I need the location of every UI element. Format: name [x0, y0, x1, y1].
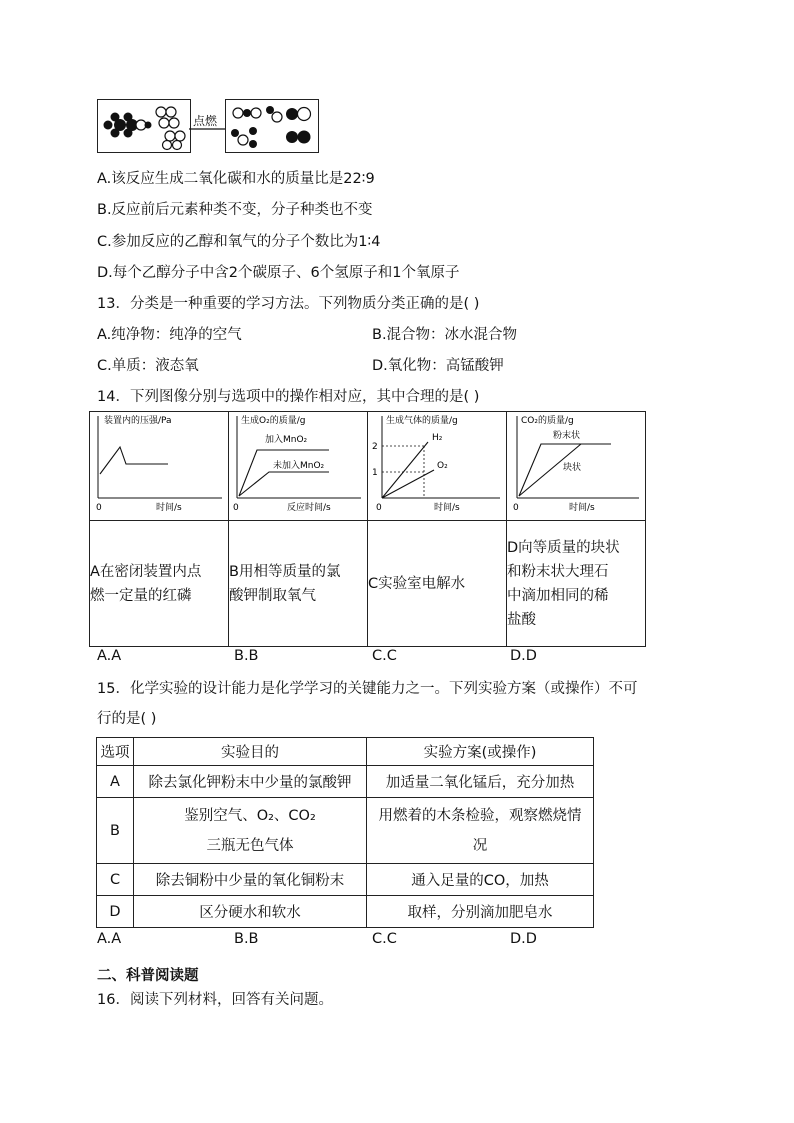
q12-option-b: B.反应前后元素种类不变，分子种类也不变 — [97, 202, 373, 218]
graph-a-plot — [90, 412, 228, 520]
desc-a-line-1: A在密闭装置内点 — [90, 563, 202, 580]
q14-answer-c: C.C — [372, 648, 397, 664]
row-c-option: C — [97, 864, 134, 896]
graph-c-tick-2: 2 — [372, 442, 378, 452]
graph-a-ylabel: 装置内的压强/Pa — [104, 416, 172, 426]
q14-stem: 14．下列图像分别与选项中的操作相对应，其中合理的是( ) — [97, 389, 480, 405]
graph-a-xlabel: 时间/s — [156, 503, 182, 513]
row-b-goal-line-2: 三瓶无色气体 — [206, 837, 294, 854]
graph-c-ylabel: 生成气体的质量/g — [386, 416, 458, 426]
row-b-plan-line-1: 用燃着的木条检验，观察燃烧情 — [378, 807, 582, 824]
q12-option-d: D.每个乙醇分子中含2个碳原子、6个氢原子和1个氧原子 — [97, 265, 460, 281]
q14-graph-table — [89, 411, 646, 647]
q12-option-a: A.该反应生成二氧化碳和水的质量比是22∶9 — [97, 171, 375, 187]
row-a-plan: 加适量二氧化锰后，充分加热 — [367, 766, 594, 798]
graph-d-curve1-label: 粉末状 — [553, 431, 581, 441]
q14-answer-b: B.B — [234, 648, 259, 664]
graph-c-origin: 0 — [376, 503, 382, 513]
desc-d-line-2: 和粉末状大理石 — [507, 563, 609, 580]
q15-answer-b: B.B — [234, 931, 259, 947]
row-b-goal — [134, 798, 367, 864]
graph-b-ylabel: 生成O₂的质量/g — [241, 416, 306, 426]
product-molecules-diagram — [226, 100, 318, 152]
q14-answer-d: D.D — [510, 648, 537, 664]
desc-d-line-3: 中滴加相同的稀 — [507, 587, 609, 604]
graph-c-xlabel: 时间/s — [434, 503, 460, 513]
products-box — [225, 99, 319, 153]
header-goal: 实验目的 — [134, 738, 367, 766]
desc-c-line-1: C实验室电解水 — [368, 575, 466, 592]
graph-b-curve2-label: 未加入MnO₂ — [273, 461, 325, 471]
desc-a-line-2: 燃一定量的红磷 — [90, 587, 192, 604]
row-b-plan-line-2: 况 — [472, 837, 488, 854]
q13-stem: 13．分类是一种重要的学习方法。下列物质分类正确的是( ) — [97, 296, 480, 312]
graph-d-plot — [507, 412, 645, 520]
desc-d-line-4: 盐酸 — [507, 611, 536, 628]
graph-c-curve1-label: H₂ — [432, 433, 443, 443]
row-b-goal-line-1: 鉴别空气、O₂、CO₂ — [184, 807, 316, 824]
graph-b-plot — [229, 412, 367, 520]
desc-b-line-1: B用相等质量的氯 — [229, 563, 341, 580]
graph-a-origin: 0 — [96, 503, 102, 513]
graph-a — [90, 412, 228, 520]
row-a-goal: 除去氯化钾粉末中少量的氯酸钾 — [134, 766, 367, 798]
graph-d-ylabel: CO₂的质量/g — [521, 416, 574, 426]
row-d-plan: 取样，分别滴加肥皂水 — [367, 896, 594, 928]
graph-c-tick-1: 1 — [372, 468, 378, 478]
graph-c-description — [368, 521, 507, 647]
header-plan: 实验方案(或操作) — [367, 738, 594, 766]
graph-d-xlabel: 时间/s — [569, 503, 595, 513]
row-d-option: D — [97, 896, 134, 928]
graph-b-origin: 0 — [233, 503, 239, 513]
reactant-molecules-diagram — [98, 100, 190, 152]
q15-stem-line-1: 15．化学实验的设计能力是化学学习的关键能力之一。下列实验方案（或操作）不可 — [97, 681, 638, 697]
graph-b-curve1-label: 加入MnO₂ — [265, 435, 308, 445]
header-option: 选项 — [97, 738, 134, 766]
desc-d-line-1: D向等质量的块状 — [507, 539, 620, 556]
q15-stem-line-2: 行的是( ) — [97, 711, 157, 727]
q16-stem: 16．阅读下列材料，回答有关问题。 — [97, 992, 333, 1008]
row-b-plan — [367, 798, 594, 864]
graph-a-description — [90, 521, 229, 647]
graph-d — [507, 412, 645, 520]
graph-b-xlabel: 反应时间/s — [287, 503, 331, 513]
row-c-plan: 通入足量的CO，加热 — [367, 864, 594, 896]
graph-d-origin: 0 — [513, 503, 519, 513]
q13-option-b: B.混合物：冰水混合物 — [372, 327, 518, 343]
graph-b-description — [229, 521, 368, 647]
row-d-goal: 区分硬水和软水 — [134, 896, 367, 928]
row-c-goal: 除去铜粉中少量的氧化铜粉末 — [134, 864, 367, 896]
q13-option-a: A.纯净物：纯净的空气 — [97, 327, 242, 343]
q13-option-d: D.氧化物：高锰酸钾 — [372, 358, 504, 374]
q15-answer-a: A.A — [97, 931, 122, 947]
q15-answer-c: C.C — [372, 931, 397, 947]
graph-d-curve2-label: 块状 — [563, 463, 582, 473]
reactants-box — [97, 99, 191, 153]
q13-option-c: C.单质：液态氧 — [97, 358, 199, 374]
q15-experiment-table — [96, 737, 594, 928]
graph-b — [229, 412, 367, 520]
graph-c-plot — [368, 412, 506, 520]
q14-answer-a: A.A — [97, 648, 122, 664]
section-heading: 二、科普阅读题 — [97, 968, 199, 984]
row-b-option: B — [97, 798, 134, 864]
desc-b-line-2: 酸钾制取氧气 — [229, 587, 316, 604]
reaction-condition-label: 点燃 — [193, 114, 218, 128]
row-a-option: A — [97, 766, 134, 798]
graph-c — [368, 412, 506, 520]
graph-d-description — [507, 521, 646, 647]
graph-c-curve2-label: O₂ — [437, 461, 448, 471]
q12-option-c: C.参加反应的乙醇和氧气的分子个数比为1∶4 — [97, 234, 381, 250]
q15-answer-d: D.D — [510, 931, 537, 947]
